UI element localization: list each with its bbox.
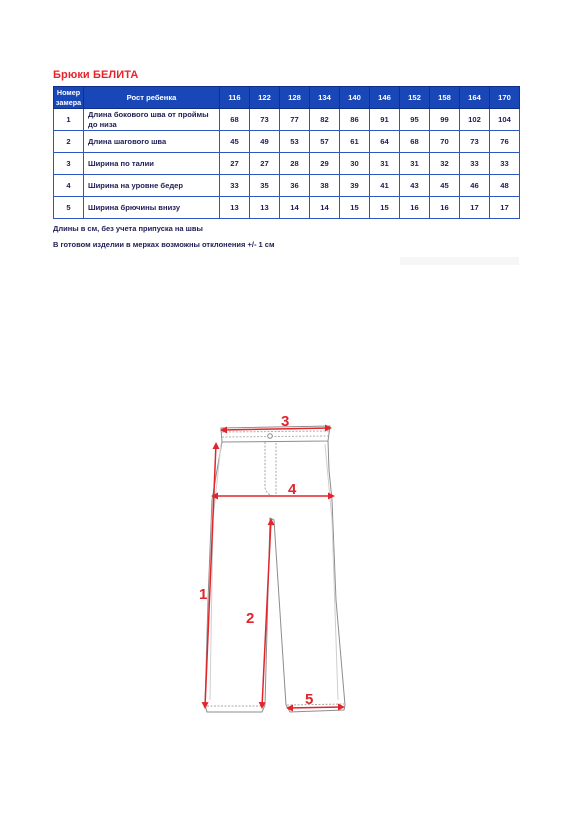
header-size: 116 [220,87,250,109]
arrow-head [213,442,220,449]
table-cell: 16 [400,197,430,219]
table-cell: 43 [400,175,430,197]
row-measure-name: Длина бокового шва от проймы до низа [84,109,220,131]
measure-label-5: 5 [305,691,314,708]
table-cell: 27 [250,153,280,175]
measure-label-2: 2 [246,610,255,627]
table-cell: 15 [370,197,400,219]
trousers-outline [205,426,345,712]
table-cell: 30 [340,153,370,175]
table-cell: 13 [250,197,280,219]
row-number: 1 [54,109,84,131]
table-cell: 46 [460,175,490,197]
row-number: 5 [54,197,84,219]
header-size: 146 [370,87,400,109]
row-measure-name: Ширина брючины внизу [84,197,220,219]
header-size: 170 [490,87,520,109]
table-cell: 68 [400,131,430,153]
header-size: 134 [310,87,340,109]
table-cell: 48 [490,175,520,197]
table-cell: 77 [280,109,310,131]
table-cell: 16 [430,197,460,219]
row-number: 3 [54,153,84,175]
note-units: Длины в см, без учета припуска на швы [53,224,203,233]
table-cell: 86 [340,109,370,131]
header-measure-number: Номер замера [54,87,84,109]
row-measure-name: Ширина на уровне бедер [84,175,220,197]
table-cell: 82 [310,109,340,131]
table-cell: 36 [280,175,310,197]
table-cell: 73 [460,131,490,153]
row-measure-name: Ширина по талии [84,153,220,175]
measure-label-1: 1 [199,586,208,603]
table-cell: 17 [490,197,520,219]
table-cell: 61 [340,131,370,153]
header-size: 152 [400,87,430,109]
table-cell: 28 [280,153,310,175]
table-cell: 33 [460,153,490,175]
header-size: 158 [430,87,460,109]
row-number: 4 [54,175,84,197]
table-cell: 99 [430,109,460,131]
measure-label-4: 4 [288,481,297,498]
table-cell: 64 [370,131,400,153]
table-cell: 14 [310,197,340,219]
table-cell: 33 [490,153,520,175]
table-cell: 49 [250,131,280,153]
measure-line-2 [262,520,271,707]
measurement-lines [202,425,345,712]
row-number: 2 [54,131,84,153]
header-child-height: Рост ребенка [84,87,220,109]
header-size: 140 [340,87,370,109]
arrow-head [268,518,275,525]
header-size: 128 [280,87,310,109]
table-cell: 13 [220,197,250,219]
table-cell: 73 [250,109,280,131]
table-cell: 27 [220,153,250,175]
table-cell: 17 [460,197,490,219]
note-tolerance: В готовом изделии в мерках возможны отклонения +/- 1 см [53,240,275,249]
table-cell: 57 [310,131,340,153]
table-cell: 15 [340,197,370,219]
table-cell: 33 [220,175,250,197]
table-cell: 70 [430,131,460,153]
table-cell: 53 [280,131,310,153]
table-cell: 14 [280,197,310,219]
table-cell: 35 [250,175,280,197]
table-cell: 41 [370,175,400,197]
table-cell: 68 [220,109,250,131]
product-title: Брюки БЕЛИТА [53,69,139,81]
table-cell: 31 [400,153,430,175]
table-cell: 95 [400,109,430,131]
header-size: 122 [250,87,280,109]
table-cell: 31 [370,153,400,175]
header-size: 164 [460,87,490,109]
table-cell: 45 [430,175,460,197]
table-cell: 38 [310,175,340,197]
table-cell: 91 [370,109,400,131]
measure-line-5 [288,707,343,708]
table-cell: 29 [310,153,340,175]
table-cell: 104 [490,109,520,131]
measure-label-3: 3 [281,413,290,430]
table-cell: 32 [430,153,460,175]
table-cell: 76 [490,131,520,153]
row-measure-name: Длина шагового шва [84,131,220,153]
table-cell: 39 [340,175,370,197]
table-cell: 45 [220,131,250,153]
table-cell: 102 [460,109,490,131]
